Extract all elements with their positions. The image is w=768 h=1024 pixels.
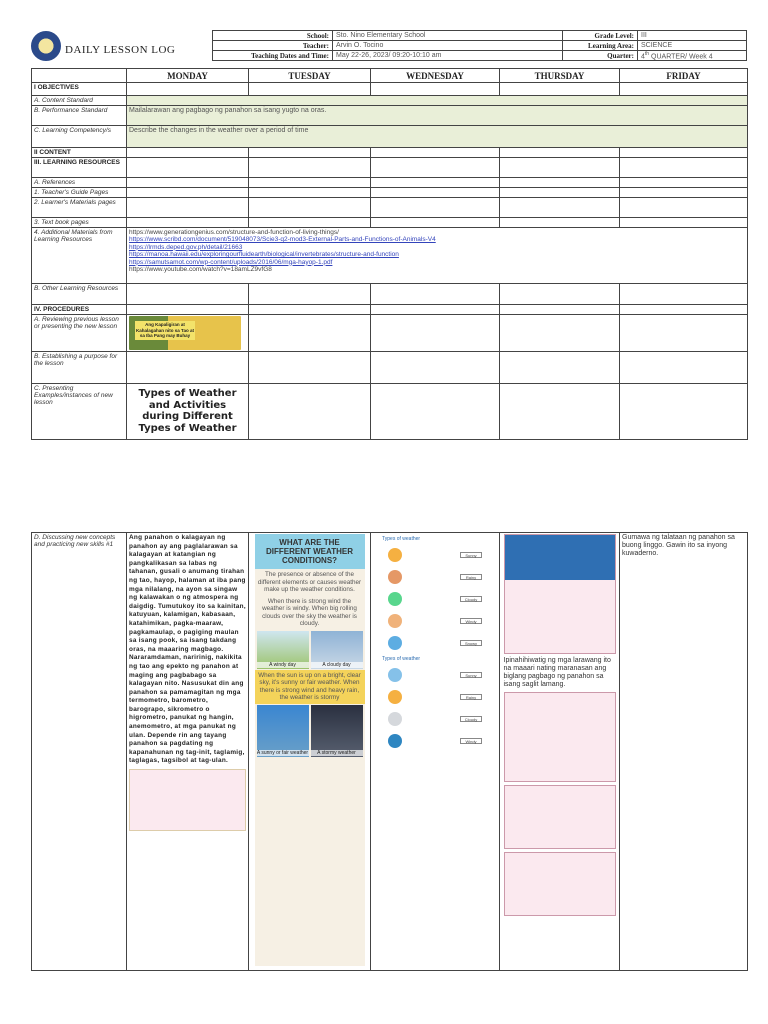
row-presenting: C. Presenting Examples/instances of new lesson xyxy=(32,384,127,440)
link-2[interactable]: https://lrmds.deped.gov.ph/detail/21663 xyxy=(129,243,243,251)
poster-p1: The presence or absence of the different elements or causes weather make up the weather conditions. xyxy=(257,571,362,593)
poster-title: WHAT ARE THE DIFFERENT WEATHER CONDITIONS? xyxy=(255,534,365,569)
link-5: https://www.youtube.com/watch?v=18amLZ9vfG8 xyxy=(129,266,272,274)
quarter-value: 4th QUARTER/ Week 4 xyxy=(638,51,747,61)
thursday-caption: Ipinahihiwatig ng mga larawang ito na maaari nating maranasan ang biglang pagbago ng panahon sa isang saglit lamang. xyxy=(503,657,611,688)
kite-icon xyxy=(388,668,402,682)
page-title: DAILY LESSON LOG xyxy=(65,44,176,56)
sun-icon xyxy=(388,548,402,562)
slide-panahon xyxy=(504,692,616,782)
row-competency: C. Learning Competency/s xyxy=(32,126,127,148)
day-friday: FRIDAY xyxy=(620,69,748,83)
weather-poster xyxy=(255,534,365,966)
monday-discussion-text: Ang panahon o kalagayan ng panahon ay ang paglalarawan sa kalagayan at katangian ng pangkalikasan sa labas ng tahanan, gusali o anumang tirahan ng tao, hayop, halaman at iba pang mga nilalang, na ayon sa singaw ng kalawakan o ng atmospera ng daigdig. Tumutukoy ito sa kainitan, katuyuan, kalamigan, kabasaan, katahimikan, pagka-maaraw, pagkamaulap, o pagiging maulan sa isang pook, sa isang takdang oras, na maaaring magbago. Nararamdaman, naririnig, nakikita ng tao ang epekto ng panahon at maging ang pagbabago sa kalagayan nito. Nasusukat din ang panahon sa pamamagitan ng mga termometro, barometro, barograpo, sikrometro o higrometro, panukat ng hangin, anemometro, at mga panukat ng ulan. Depende rin ang tayang panahon sa pagdating ng kapanahunan ng tag-init, taglamig, taglagas, tagsibol at tag-ulan. xyxy=(129,534,246,765)
row-procedures: IV. PROCEDURES xyxy=(32,305,127,315)
teacher-value: Arvin O. Tocino xyxy=(333,41,563,51)
review-image: Ang Kapaligiran at Kahalagahan nito sa Tao at sa Iba Pang may Buhay xyxy=(129,316,241,350)
link-3[interactable]: https://manoa.hawaii.edu/exploringourfluidearth/biological/invertebrates/structure-and-function xyxy=(129,251,399,259)
dates-label: Teaching Dates and Time: xyxy=(213,51,333,61)
cloud-icon xyxy=(388,712,402,726)
school-label: School: xyxy=(213,31,333,41)
umbrella-icon xyxy=(388,734,402,748)
row-discussing: D. Discussing new concepts and practicing new skills #1 xyxy=(32,533,127,971)
cloudy-image: A cloudy day xyxy=(311,631,363,669)
monday-slide-image xyxy=(129,769,246,831)
performance-text: Mailalarawan ang pagbago ng panahon sa isang yugto na oras. xyxy=(127,106,748,126)
grade-label: Grade Level: xyxy=(563,31,638,41)
dates-value: May 22-26, 2023/ 09:20-10:10 am xyxy=(333,51,563,61)
child-icon xyxy=(388,592,402,606)
row-purpose: B. Establishing a purpose for the lesson xyxy=(32,352,127,384)
slide-weather-change xyxy=(504,534,616,654)
child-icon xyxy=(388,570,402,584)
school-value: Sto. Nino Elementary School xyxy=(333,31,563,41)
slide-balikan-2 xyxy=(504,852,616,916)
link-0: https://www.generationgenius.com/structure-and-function-of-living-things/ xyxy=(129,229,339,236)
sun-icon xyxy=(388,690,402,704)
quarter-label: Quarter: xyxy=(563,51,638,61)
lesson-table-top xyxy=(31,68,748,440)
row-learning-resources: III. LEARNING RESOURCES xyxy=(32,158,127,178)
row-performance-standard: B. Performance Standard xyxy=(32,106,127,126)
area-value: SCIENCE xyxy=(638,41,747,51)
links-list xyxy=(127,228,748,284)
link-4[interactable]: https://samutsamot.com/wp-content/uploads/2016/06/mga-hayop-1.pdf xyxy=(129,258,333,266)
presenting-title: Types of Weather and Activities during Different Types of Weather xyxy=(138,388,237,434)
row-references: A. References xyxy=(32,178,127,188)
deped-seal-icon xyxy=(31,31,61,61)
thursday-slides xyxy=(504,534,616,916)
poster-p3: When the sun is up on a bright, clear sky, it's sunny or fair weather. When there is strong wind and heavy rain, the weather is stormy xyxy=(255,670,365,704)
header-info xyxy=(212,30,747,61)
child-icon xyxy=(388,614,402,628)
row-additional: 4. Additional Materials from Learning Resources xyxy=(32,228,127,284)
day-monday: MONDAY xyxy=(127,69,249,83)
row-textbook: 3. Text book pages xyxy=(32,218,127,228)
row-reviewing: A. Reviewing previous lesson or presenting the new lesson xyxy=(32,315,127,352)
row-content-standard: A. Content Standard xyxy=(32,96,127,106)
child-icon xyxy=(388,636,402,650)
row-teachers-guide: 1. Teacher's Guide Pages xyxy=(32,188,127,198)
worksheet-1: Types of weather Sunny Rainy Cloudy Windy Snowy Types of weather Sunny Rainy Cloudy Windy xyxy=(380,534,490,752)
grade-value: III xyxy=(638,31,747,41)
link-1[interactable]: https://www.scribd.com/document/519048073/Scie3-q2-mod3-External-Parts-and-Functions-of-Animals-V4 xyxy=(129,236,436,244)
day-thursday: THURSDAY xyxy=(500,69,620,83)
row-other-resources: B. Other Learning Resources xyxy=(32,284,127,305)
teacher-label: Teacher: xyxy=(213,41,333,51)
stormy-image: A stormy weather xyxy=(311,705,363,757)
poster-p2: When there is strong wind the weather is windy. When big rolling clouds over the sky the weather is cloudy. xyxy=(262,597,357,627)
sunny-image: A sunny or fair weather xyxy=(257,705,309,757)
day-wednesday: WEDNESDAY xyxy=(371,69,500,83)
windy-image: A windy day xyxy=(257,631,309,669)
competency-text: Describe the changes in the weather over a period of time xyxy=(127,126,748,148)
row-content: II CONTENT xyxy=(32,148,127,158)
day-tuesday: TUESDAY xyxy=(249,69,371,83)
row-learners-materials: 2. Learner's Materials pages xyxy=(32,198,127,218)
lesson-table-bottom xyxy=(31,532,748,971)
friday-note: Gumawa ng talataan ng panahon sa buong linggo. Gawin ito sa inyong kuwaderno. xyxy=(622,534,735,557)
row-objectives: I OBJECTIVES xyxy=(32,83,127,96)
slide-balikan xyxy=(504,785,616,849)
area-label: Learning Area: xyxy=(563,41,638,51)
